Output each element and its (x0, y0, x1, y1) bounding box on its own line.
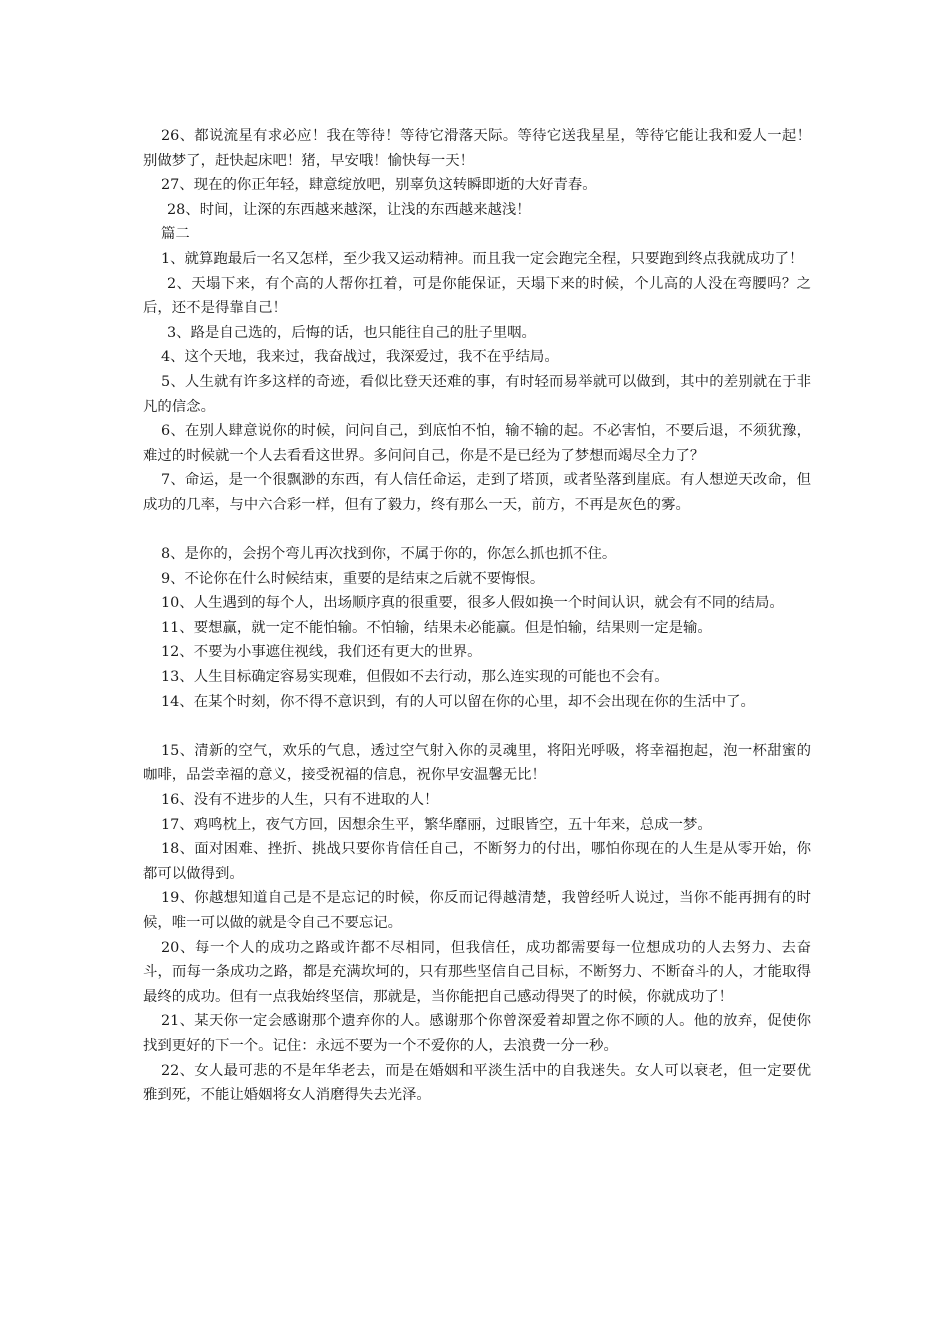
paragraph-2-17: 17、鸡鸣枕上，夜气方回，因想余生平，繁华靡丽，过眼皆空，五十年来，总成一梦。 (161, 816, 712, 833)
paragraph-2-21: 21、某天你一定会感谢那个遗弃你的人。感谢那个你曾深爱着却置之你不顾的人。他的放弃，促使你找到更好的下一个。记住：永远不要为一个不爱你的人，去浪费一分一秒。 (143, 1013, 811, 1054)
paragraph-2-4: 4、这个天地，我来过，我奋战过，我深爱过，我不在乎结局。 (161, 349, 559, 366)
paragraph-2-10: 10、人生遇到的每个人，出场顺序真的很重要，很多人假如换一个时间认识，就会有不同的结局。 (161, 595, 784, 612)
paragraph-2-8: 8、是你的，会拐个弯儿再次找到你，不属于你的，你怎么抓也抓不住。 (161, 546, 617, 563)
paragraph-26: 26、都说流星有求必应！我在等待！等待它滑落天际。等待它送我星星，等待它能让我和爱人一起！别做梦了，赶快起床吧！猪，早安哦！愉快每一天！ (143, 128, 811, 169)
section-title: 篇二 (161, 226, 190, 243)
paragraph-2-5: 5、人生就有许多这样的奇迹，看似比登天还难的事，有时轻而易举就可以做到，其中的差别就在于非凡的信念。 (143, 373, 811, 415)
paragraph-2-19: 19、你越想知道自己是不是忘记的时候，你反而记得越清楚，我曾经听人说过，当你不能再拥有的时候，唯一可以做的就是令自己不要忘记。 (143, 890, 811, 931)
paragraph-2-18: 18、面对困难、挫折、挑战只要你肯信任自己，不断努力的付出，哪怕你现在的人生是从零开始，你都可以做得到。 (143, 841, 811, 882)
paragraph-2-20: 20、每一个人的成功之路或许都不尽相同，但我信任，成功都需要每一位想成功的人去努力、去奋斗，而每一条成功之路，都是充满坎坷的，只有那些坚信自己目标，不断努力、不断奋斗的人，才能取得最终的成功。但有一点我始终坚信，那就是，当你能把自己感动得哭了的时候，你就成功了！ (143, 939, 811, 1005)
paragraph-2-15: 15、清新的空气，欢乐的气息，透过空气射入你的灵魂里，将阳光呼吸，将幸福抱起，泡一杯甜蜜的咖啡，品尝幸福的意义，接受祝福的信息，祝你早安温馨无比！ (143, 742, 811, 784)
paragraph-28: 28、时间，让深的东西越来越深，让浅的东西越来越浅！ (167, 201, 531, 218)
paragraph-2-16: 16、没有不进步的人生，只有不进取的人！ (161, 792, 439, 809)
paragraph-2-1: 1、就算跑最后一名又怎样，至少我又运动精神。而且我一定会跑完全程，只要跑到终点我就成功了！ (161, 250, 804, 267)
paragraph-2-14: 14、在某个时刻，你不得不意识到，有的人可以留在你的心里，却不会出现在你的生活中了。 (161, 693, 755, 710)
paragraph-2-11: 11、要想赢，就一定不能怕输。不怕输，结果未必能赢。但是怕输，结果则一定是输。 (161, 619, 712, 636)
paragraph-2-3: 3、路是自己选的，后悔的话，也只能往自己的肚子里咽。 (167, 324, 536, 341)
paragraph-2-22: 22、女人最可悲的不是年华老去，而是在婚姻和平淡生活中的自我迷失。女人可以衰老，但一定要优雅到死，不能让婚姻将女人消磨得失去光泽。 (143, 1062, 811, 1104)
document-page (143, 124, 811, 1108)
paragraph-27: 27、现在的你正年轻，肆意绽放吧，别辜负这转瞬即逝的大好青春。 (161, 177, 597, 194)
paragraph-2-2: 2、天塌下来，有个高的人帮你扛着，可是你能保证，天塌下来的时候，个儿高的人没在弯腰吗？之后，还不是得靠自己！ (143, 275, 811, 317)
paragraph-2-7: 7、命运，是一个很飘渺的东西，有人信任命运，走到了塔顶，或者坠落到崖底。有人想逆天改命，但成功的几率，与中六合彩一样，但有了毅力，终有那么一天，前方，不再是灰色的雾。 (143, 472, 811, 513)
paragraph-2-9: 9、不论你在什么时候结束，重要的是结束之后就不要悔恨。 (161, 570, 545, 587)
paragraph-2-12: 12、不要为小事遮住视线，我们还有更大的世界。 (161, 644, 482, 661)
paragraph-2-13: 13、人生目标确定容易实现难，但假如不去行动，那么连实现的可能也不会有。 (161, 669, 669, 686)
paragraph-2-6: 6、在别人肆意说你的时候，问问自己，到底怕不怕，输不输的起。不必害怕，不要后退，不须犹豫，难过的时候就一个人去看看这世界。多问问自己，你是不是已经为了梦想而竭尽全力了？ (143, 423, 811, 464)
